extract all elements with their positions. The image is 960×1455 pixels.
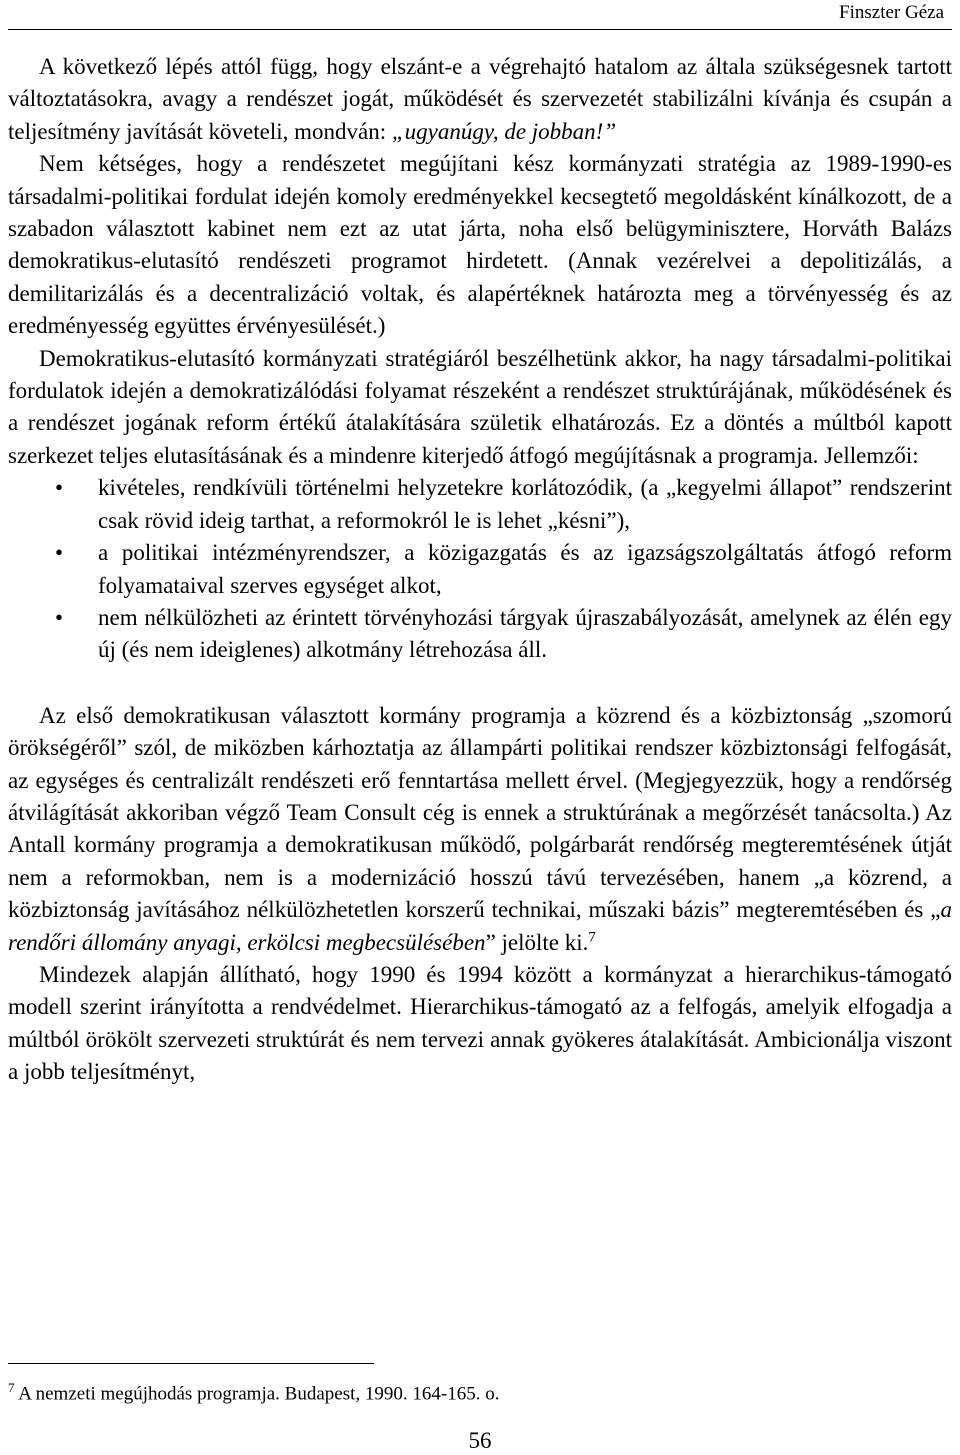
- paragraph-5: Mindezek alapján állítható, hogy 1990 és 1994 között a kormányzat a hierarchikus-támogató modell szerint irányította a rendvédelmet. Hierarchikus-támogató az a felfogás, amelyik elfogadja a múltból örökölt szervezeti struktúrát és nem tervezi annak gyökeres átalakítását. Ambicionálja viszont a jobb teljesítményt,: [8, 961, 952, 1085]
- paragraph-1-quote: „ugyanúgy, de jobban!”: [391, 118, 617, 144]
- bullet-icon: •: [55, 475, 64, 501]
- header-rule: [8, 29, 952, 30]
- list-item: [8, 602, 952, 667]
- paragraph-4-text: Az első demokratikusan választott kormány programja a közrend és a közbiztonság „szomorú örökségéről” szól, de miközben kárhoztatja az állampárti politikai rendszer közbiztonsági felfogását, az egységes és centralizált rendészeti erő fenntartása mellett érvel. (Megjegyezzük, hogy a rendőrség átvilágítását akkoriban végző Team Consult cég is ennek a struktúrának a megőrzését tanácsolta.) Az Antall kormány programja a demokratikusan működő, polgárbarát rendőrség megteremtésének útját nem a reformokban, nem is a modernizáció hosszú távú tervezésében, hanem „a közrend, a közbiztonság javításához nélkülözhetetlen korszerű technikai, műszaki bázis” megteremtésében és „: [8, 702, 952, 923]
- paragraph-4-italic: a rendőri állomány anyagi, erkölcsi megbecsülésében: [8, 897, 952, 955]
- bullet-icon: •: [55, 540, 64, 566]
- footnote-rule: [8, 1363, 374, 1364]
- bullet-icon: •: [55, 604, 64, 630]
- running-header-author: Finszter Géza: [839, 2, 944, 23]
- footnote: [8, 1380, 499, 1405]
- paragraph-2: Nem kétséges, hogy a rendészetet megújítani kész kormányzati stratégia az 1989-1990-es társadalmi-politikai fordulat idején komoly eredményekkel kecsegtető megoldásként kínálkozott, de a szabadon választott kabinet nem ezt az utat járta, noha első belügyminisztere, Horváth Balázs demokratikus-elutasító rendészeti programot hirdetett. (Annak vezérelvei a depolitizálás, a demilitarizálás és a decentralizáció voltak, és alapértéknek határozta meg a törvényesség és az eredményesség együttes érvényesülését.): [8, 151, 952, 339]
- footnote-text: A nemzeti megújhodás programja. Budapest, 1990. 164-165. o.: [14, 1383, 500, 1405]
- paragraph-4: [8, 700, 952, 959]
- characteristics-list: [8, 472, 952, 666]
- body-text: [8, 51, 952, 1089]
- footnote-reference[interactable]: 7: [588, 928, 596, 945]
- footnote-number: 7: [8, 1380, 15, 1395]
- list-item: [8, 472, 952, 537]
- paragraph-1-text: A következő lépés attól függ, hogy elszánt-e a végrehajtó hatalom az általa szükségesnek tartott változtatásokra, avagy a rendészet jogát, működését és szervezetét stabilizálni kívánja és csupán a teljesítmény javítását követeli, mondván:: [8, 54, 952, 144]
- paragraph-4-tail: ” jelölte ki.: [485, 929, 589, 955]
- list-item-text: a politikai intézményrendszer, a közigazgatás és az igazságszolgáltatás átfogó reform folyamataival szerves egységet alkot,: [98, 540, 952, 598]
- paragraph-1: [8, 51, 952, 148]
- section-gap: [8, 667, 952, 700]
- list-item: [8, 537, 952, 602]
- page-number: 56: [468, 1428, 492, 1453]
- list-item-text: kivételes, rendkívüli történelmi helyzetekre korlátozódik, (a „kegyelmi állapot” rendszerint csak rövid ideig tarthat, a reformokról le is lehet „késni”),: [98, 475, 952, 533]
- paragraph-3: Demokratikus-elutasító kormányzati stratégiáról beszélhetünk akkor, ha nagy társadalmi-politikai fordulatok idején a demokratizálódási folyamat részeként a rendészet struktúrájának, működésének és a rendészet jogának reform értékű átalakítására születik elhatározás. Ez a döntés a múltból kapott szerkezet teljes elutasításának és a mindenre kiterjedő átfogó megújításnak a programja. Jellemzői:: [8, 345, 952, 468]
- list-item-text: nem nélkülözheti az érintett törvényhozási tárgyak újraszabályozását, amelynek az élén egy új (és nem ideiglenes) alkotmány létrehozása áll.: [98, 604, 952, 663]
